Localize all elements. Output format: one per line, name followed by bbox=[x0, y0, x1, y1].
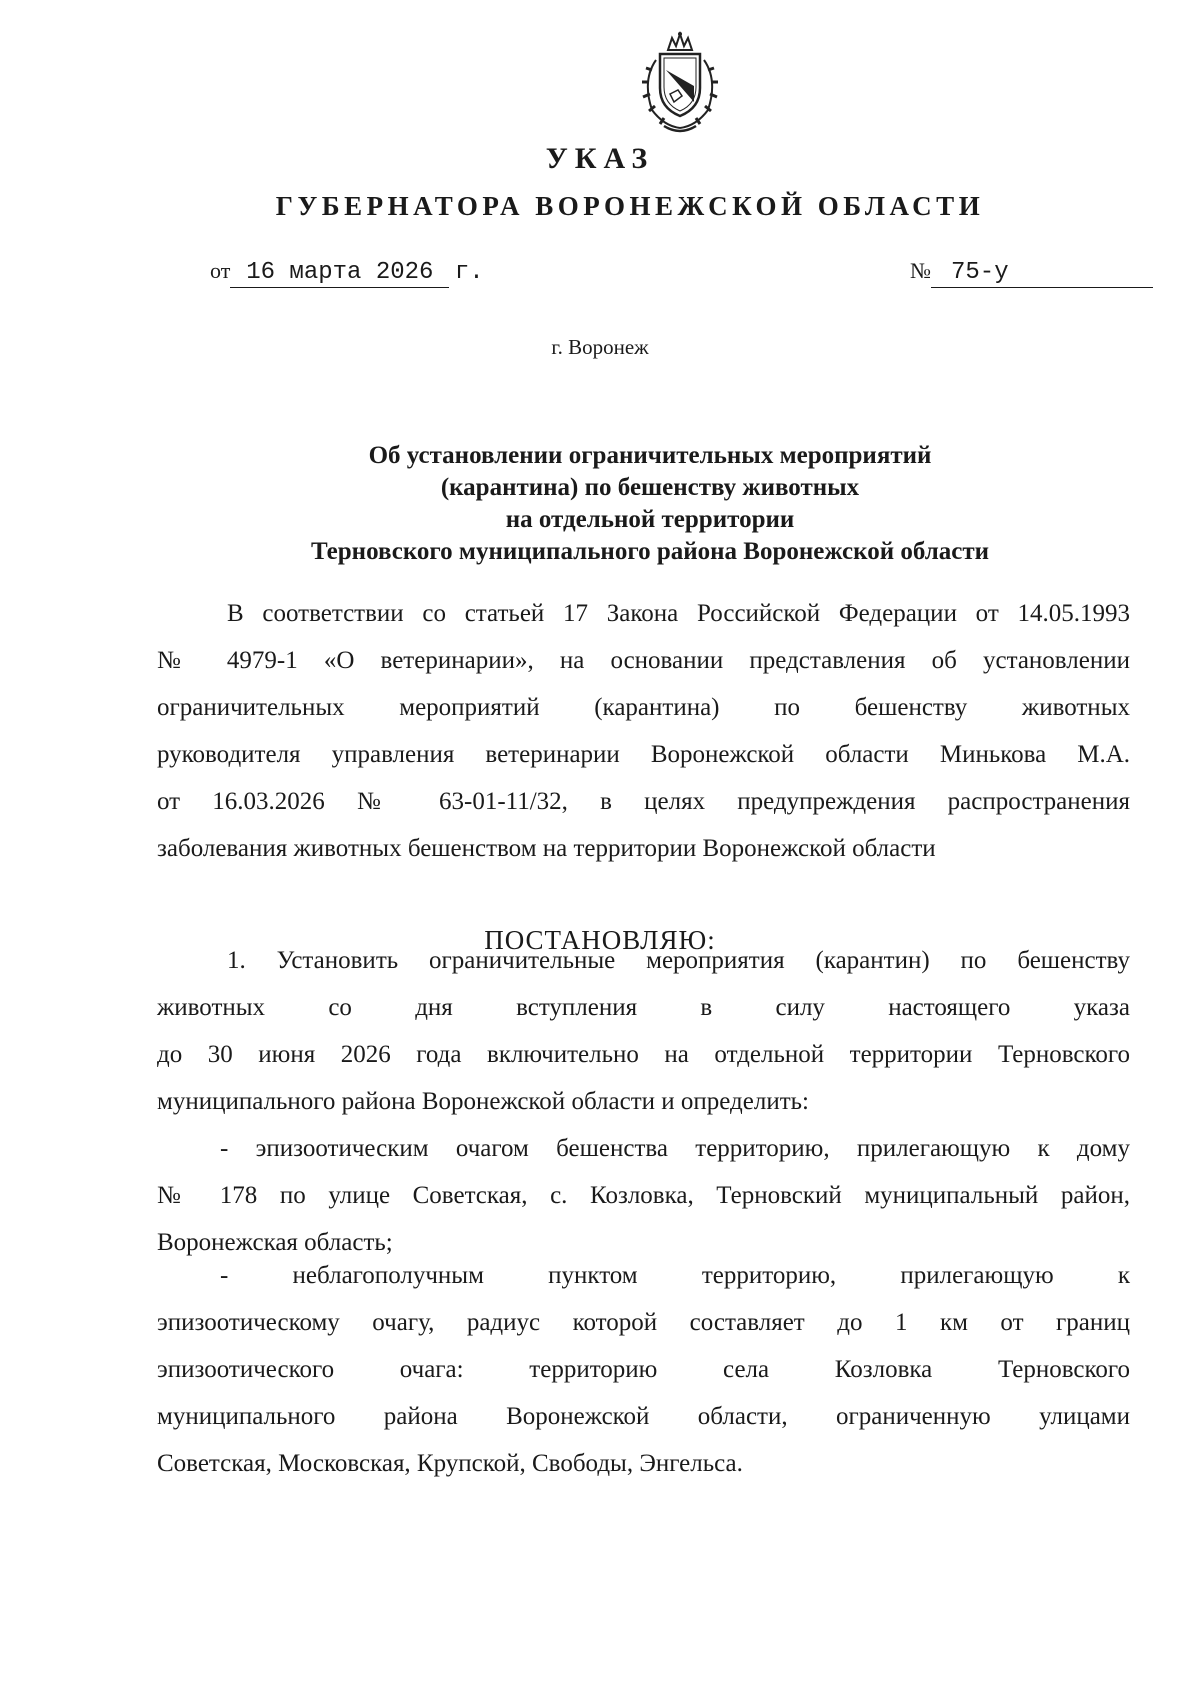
text-line: животных со дня вступления в силу настоящего указа bbox=[157, 994, 1130, 1021]
document-title bbox=[160, 440, 1140, 568]
item-1-paragraph bbox=[157, 937, 1130, 1125]
coat-of-arms-icon bbox=[630, 30, 730, 140]
text-line: - неблагополучным пунктом территорию, прилегающую к bbox=[220, 1262, 1130, 1289]
date-prefix: от bbox=[210, 258, 231, 283]
text-line: до 30 июня 2026 года включительно на отдельной территории Терновского bbox=[157, 1041, 1130, 1068]
text-line: В соответствии со статьей 17 Закона Российской Федерации от 14.05.1993 bbox=[227, 600, 1130, 627]
text-line: Воронежская область; bbox=[157, 1229, 393, 1256]
text-line: эпизоотическому очагу, радиус которой составляет до 1 км от границ bbox=[157, 1309, 1130, 1336]
text-line: муниципального района Воронежской области и определить: bbox=[157, 1088, 809, 1115]
date-suffix: г. bbox=[454, 259, 484, 286]
number-value: 75-у bbox=[931, 259, 1153, 288]
resolve-heading: ПОСТАНОВЛЯЮ: bbox=[484, 925, 716, 955]
text-line: - эпизоотическим очагом бешенства территорию, прилегающую к дому bbox=[220, 1135, 1130, 1162]
issuer-title: ГУБЕРНАТОРА ВОРОНЕЖСКОЙ ОБЛАСТИ bbox=[275, 191, 985, 221]
document-date bbox=[210, 258, 484, 288]
text-line: ограничительных мероприятий (карантина) по бешенству животных bbox=[157, 694, 1130, 721]
title-line: Об установлении ограничительных мероприятий bbox=[368, 442, 932, 469]
text-line: эпизоотического очага: территорию села Козловка Терновского bbox=[157, 1356, 1130, 1383]
text-line: № 178 по улице Советская, с. Козловка, Терновский муниципальный район, bbox=[157, 1182, 1130, 1209]
text-line: заболевания животных бешенством на территории Воронежской области bbox=[157, 835, 936, 862]
title-line: Терновского муниципального района Воронежской области bbox=[310, 538, 990, 565]
date-value: 16 марта 2026 bbox=[230, 259, 449, 288]
city: г. Воронеж bbox=[551, 335, 649, 359]
text-line: Советская, Московская, Крупской, Свободы, Энгельса. bbox=[157, 1450, 743, 1477]
focus-definition-paragraph bbox=[157, 1125, 1130, 1266]
title-line: на отдельной территории bbox=[505, 506, 795, 533]
title-line: (карантина) по бешенству животных bbox=[440, 474, 860, 501]
preamble-paragraph bbox=[157, 590, 1130, 872]
text-line: 1. Установить ограничительные мероприятия (карантин) по бешенству bbox=[227, 947, 1130, 974]
number-prefix: № bbox=[910, 258, 931, 283]
document-number bbox=[910, 258, 1153, 288]
text-line: муниципального района Воронежской области, ограниченную улицами bbox=[157, 1403, 1130, 1430]
text-line: руководителя управления ветеринарии Воронежской области Минькова М.А. bbox=[157, 741, 1130, 768]
text-line: № 4979-1 «О ветеринарии», на основании представления об установлении bbox=[157, 647, 1130, 674]
area-definition-paragraph bbox=[157, 1252, 1130, 1487]
document-type: УКАЗ bbox=[545, 142, 655, 175]
text-line: от 16.03.2026 № 63-01-11/32, в целях предупреждения распространения bbox=[157, 788, 1130, 815]
